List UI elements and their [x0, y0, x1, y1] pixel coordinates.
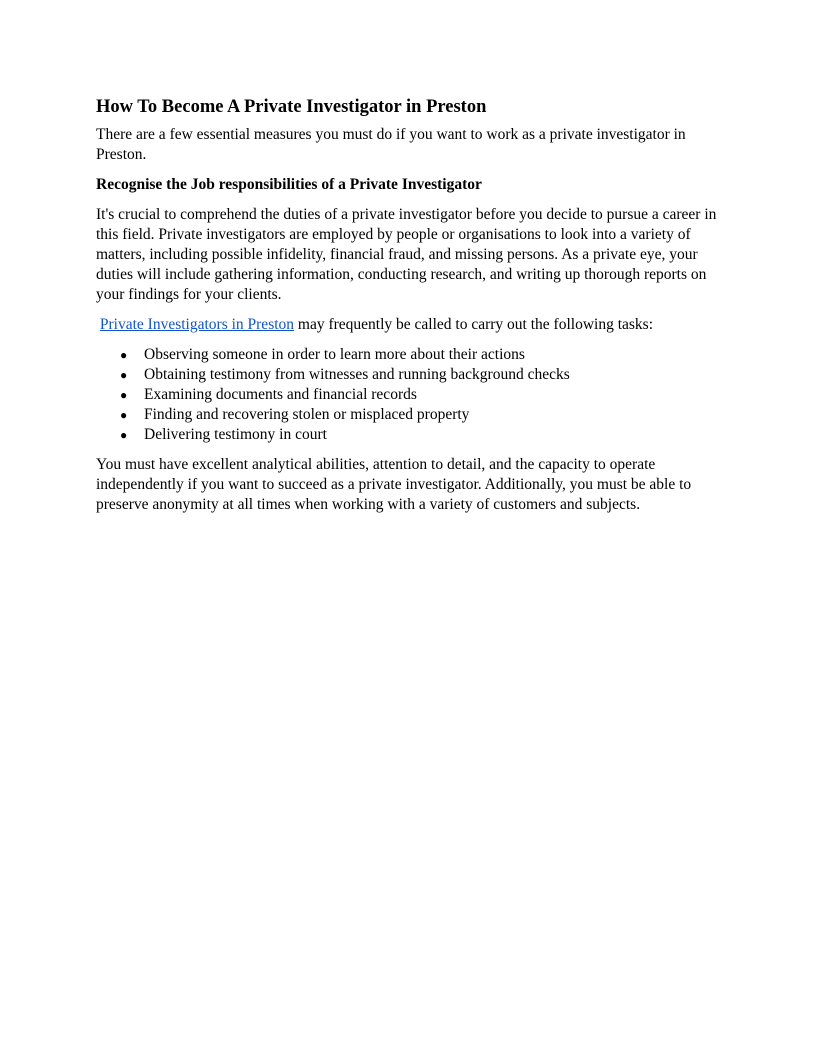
list-item-text: Examining documents and financial records: [144, 386, 417, 403]
duties-paragraph: It's crucial to comprehend the duties of a private investigator before you decide to pursue a career in this field. Private investigators are employed by people or organisations to look into a variety of matters, including possible infidelity, financial fraud, and missing persons. As a private eye, your duties will include gathering information, conducting research, and writing up thorough reports on your findings for your clients.: [96, 206, 717, 303]
list-item: [96, 405, 724, 425]
list-item-text: Obtaining testimony from witnesses and running background checks: [144, 366, 570, 383]
list-item: [96, 365, 724, 385]
tasks-lead-text: may frequently be called to carry out the following tasks:: [297, 316, 654, 333]
document-page: [96, 96, 724, 525]
closing-paragraph: You must have excellent analytical abilities, attention to detail, and the capacity to operate independently if you want to succeed as a private investigator. Additionally, you must be able to preserve anonymity at all times when working with a variety of customers and subjects.: [96, 456, 692, 513]
list-item: [96, 345, 724, 365]
list-item: [96, 425, 724, 445]
section-subheading: Recognise the Job responsibilities of a Private Investigator: [96, 176, 482, 193]
private-investigators-link[interactable]: Private Investigators in Preston: [99, 316, 295, 333]
tasks-lead-paragraph: [96, 315, 724, 335]
page-title: How To Become A Private Investigator in Preston: [96, 97, 487, 117]
list-item: [96, 385, 724, 405]
bullet-icon: ●: [120, 348, 128, 362]
task-list: [96, 345, 724, 445]
bullet-icon: ●: [120, 368, 128, 382]
list-item-text: Finding and recovering stolen or misplaced property: [144, 406, 470, 423]
bullet-icon: ●: [120, 408, 128, 422]
list-item-text: Observing someone in order to learn more about their actions: [144, 346, 525, 363]
intro-paragraph: There are a few essential measures you must do if you want to work as a private investigator in Preston.: [96, 126, 686, 163]
bullet-icon: ●: [120, 428, 128, 442]
bullet-icon: ●: [120, 388, 128, 402]
list-item-text: Delivering testimony in court: [144, 426, 327, 443]
